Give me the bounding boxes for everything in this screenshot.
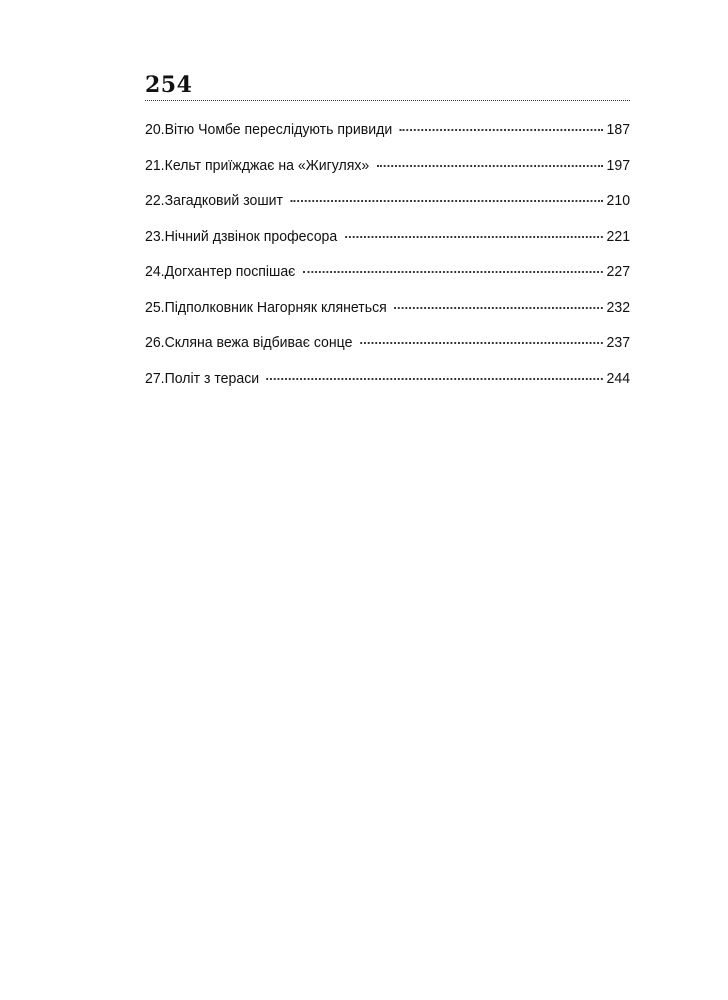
toc-entry-page: 244 (606, 369, 631, 387)
toc-entry-page: 237 (606, 334, 631, 351)
toc-entry (145, 121, 630, 157)
toc-entry-title: 27.Політ з тераси (145, 369, 260, 387)
toc-entry-title: 22.Загадковий зошит (145, 192, 283, 209)
toc-dot-leader (394, 307, 602, 309)
header-divider (145, 100, 630, 101)
toc-entry-page: 227 (606, 263, 631, 280)
toc-entry-title: 20.Вітю Чомбе переслідують привиди (145, 121, 393, 138)
toc-entry (145, 228, 630, 264)
toc-entry (145, 299, 630, 335)
toc-dot-leader (377, 165, 603, 167)
toc-entry-title: 23.Нічний дзвінок професора (145, 227, 338, 245)
toc-dot-leader (267, 378, 603, 380)
toc-entry-page: 197 (606, 156, 631, 174)
toc-entry-page: 221 (606, 227, 631, 245)
toc-entry-title: 21.Кельт приїжджає на «Жигулях» (145, 156, 370, 174)
toc-entry-title: 24.Догхантер поспішає (145, 263, 296, 280)
toc-entry (145, 334, 630, 370)
toc-entry (145, 263, 630, 299)
toc-dot-leader (400, 129, 603, 131)
table-of-contents (145, 121, 630, 405)
page-number: 254 (145, 72, 193, 98)
toc-entry-page: 187 (606, 121, 631, 138)
toc-entry (145, 157, 630, 193)
toc-dot-leader (360, 342, 603, 344)
toc-dot-leader (345, 236, 603, 238)
toc-dot-leader (303, 271, 603, 273)
toc-entry-title: 25.Підполковник Нагорняк клянеться (145, 298, 387, 316)
toc-entry-page: 232 (606, 298, 631, 316)
toc-dot-leader (291, 200, 603, 202)
toc-entry (145, 192, 630, 228)
toc-entry-page: 210 (606, 192, 631, 209)
toc-entry-title: 26.Скляна вежа відбиває сонце (145, 334, 353, 351)
toc-entry (145, 370, 630, 406)
